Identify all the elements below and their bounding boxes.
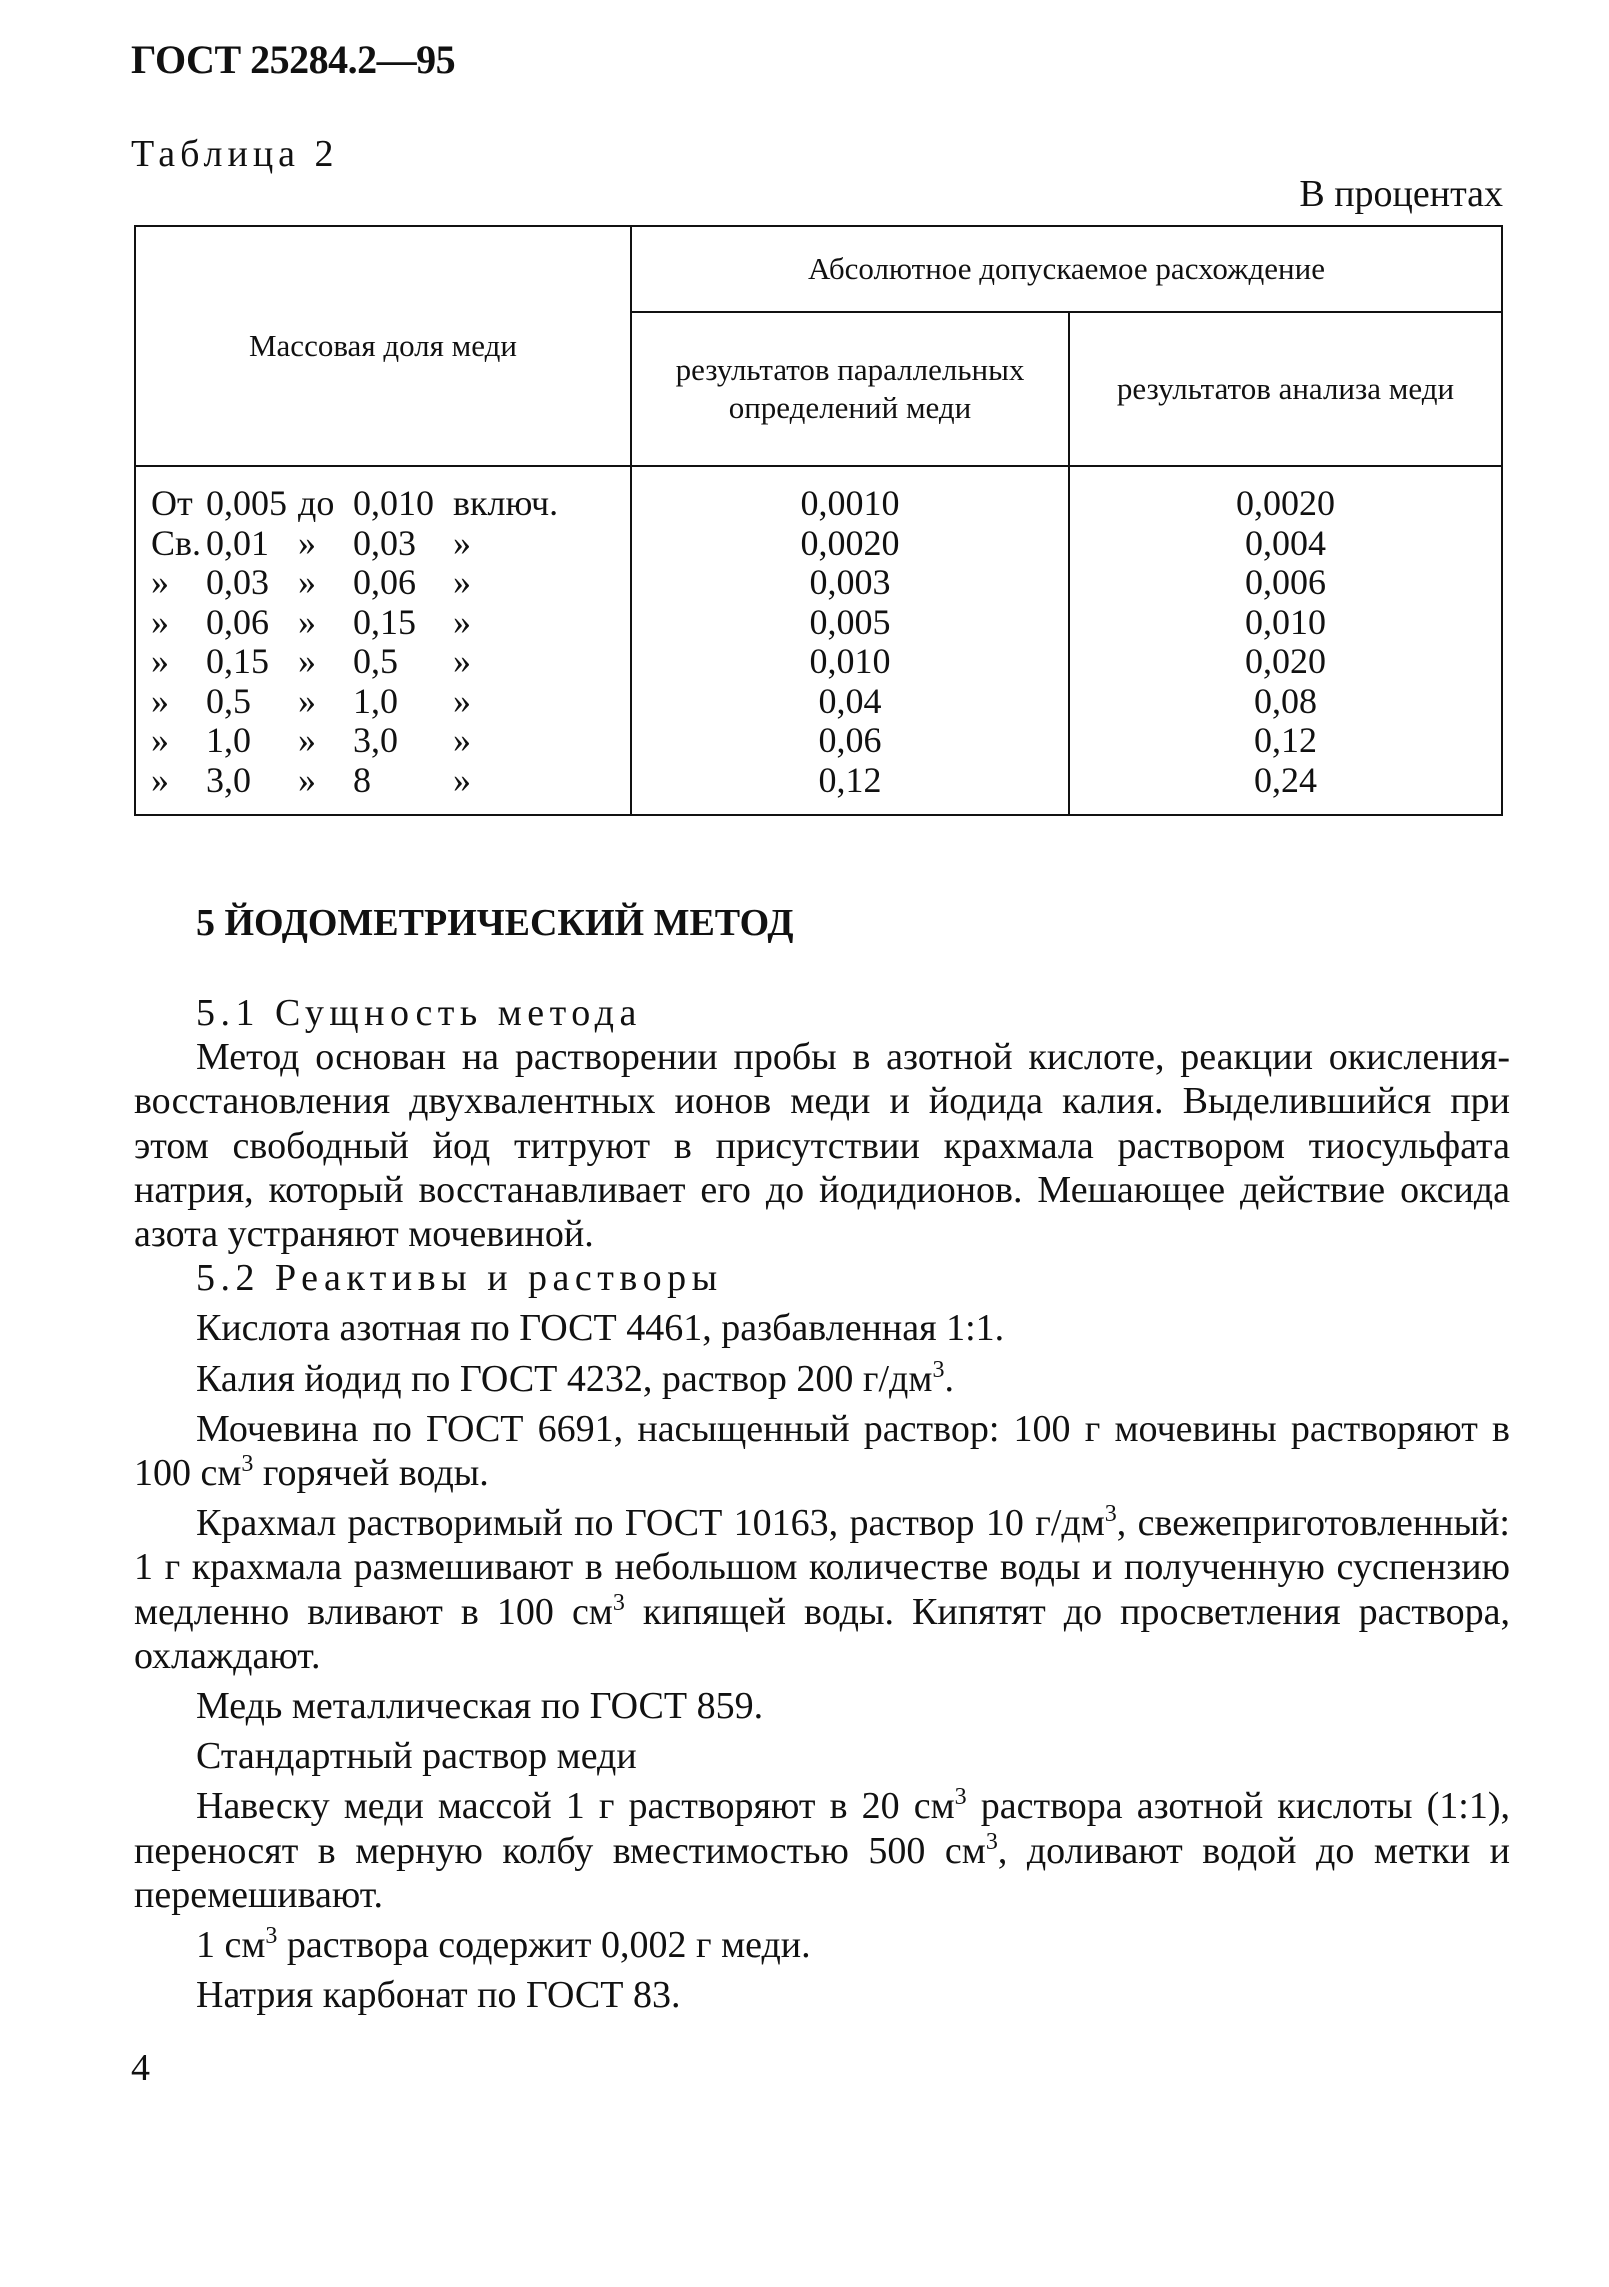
mass-range-row bbox=[151, 721, 629, 761]
col-header-absolute-discrepancy: Абсолютное допускаемое расхождение bbox=[631, 226, 1502, 312]
parallel-value: 0,003 bbox=[809, 562, 891, 602]
starch-text-a: Крахмал растворимый по ГОСТ 10163, раствор 10 г/дм bbox=[196, 1502, 1105, 1545]
range-suffix: » bbox=[453, 720, 471, 760]
range-mid: » bbox=[298, 522, 316, 563]
copper-metal-item: Медь металлическая по ГОСТ 859. bbox=[196, 1685, 764, 1728]
range-mid: » bbox=[298, 641, 316, 681]
subsection-5-2-title: 5.2 Реактивы и растворы bbox=[196, 1257, 723, 1300]
range-prefix: » bbox=[151, 641, 169, 681]
range-prefix: » bbox=[151, 720, 169, 760]
mass-range-row bbox=[151, 524, 629, 564]
range-suffix: » bbox=[453, 759, 471, 800]
std-superscript-2: 3 bbox=[985, 1828, 998, 1855]
range-prefix: Св. bbox=[151, 522, 202, 563]
analysis-value: 0,12 bbox=[1254, 720, 1317, 760]
starch-superscript-2: 3 bbox=[612, 1589, 625, 1616]
starch-item bbox=[134, 1501, 1510, 1678]
urea-text-a: Мочевина по ГОСТ 6691, насыщенный раствор: 100 г мочевины растворяют в 100 см bbox=[134, 1407, 1510, 1495]
subsection-5-1-text: Метод основан на растворении пробы в азотной кислоте, реакции окисления-восстановления двухвалентных ионов меди и йодида калия. Выделившийся при этом свободный йод титруют в присутствии крахмала раствором тиосульфата натрия, который восстанавливает его до йодидионов. Мешающее действие оксида азота устраняют мочевиной. bbox=[134, 1036, 1510, 1256]
range-from: 0,03 bbox=[206, 562, 269, 602]
ki-text: Калия йодид по ГОСТ 4232, раствор 200 г/дм bbox=[196, 1357, 933, 1400]
range-suffix: » bbox=[453, 522, 471, 563]
starch-text-c: кипящей воды. Кипятят до просветления раствора, охлаждают. bbox=[134, 1590, 1510, 1677]
col-header-analysis: результатов анализа меди bbox=[1069, 312, 1502, 466]
ki-end: . bbox=[944, 1357, 954, 1400]
conc-superscript: 3 bbox=[265, 1923, 278, 1950]
std-superscript-1: 3 bbox=[954, 1784, 967, 1811]
range-suffix: » bbox=[453, 680, 471, 721]
range-suffix: » bbox=[453, 641, 471, 681]
range-prefix: От bbox=[151, 483, 193, 523]
range-from: 0,5 bbox=[206, 680, 251, 721]
conc-text-a: 1 см bbox=[196, 1924, 266, 1967]
range-to: 0,15 bbox=[353, 601, 416, 642]
range-to: 0,5 bbox=[353, 641, 398, 681]
range-mid: » bbox=[298, 759, 316, 800]
table-caption: Таблица 2 bbox=[131, 133, 339, 175]
range-to: 0,03 bbox=[353, 522, 416, 563]
range-to: 0,010 bbox=[353, 483, 434, 523]
mass-range-row bbox=[151, 682, 629, 722]
std-text-b: раствора азотной кислоты (1:1), переносят в мерную колбу вместимостью 500 см bbox=[134, 1785, 1510, 1872]
parallel-column bbox=[631, 466, 1069, 815]
subsection-5-1-title: 5.1 Сущность метода bbox=[196, 992, 642, 1034]
urea-text-b: горячей воды. bbox=[253, 1452, 489, 1495]
analysis-value: 0,006 bbox=[1245, 562, 1326, 602]
ki-superscript: 3 bbox=[932, 1356, 945, 1383]
col-header-parallel: результатов параллельных определений меди bbox=[631, 312, 1069, 466]
analysis-value: 0,004 bbox=[1245, 522, 1326, 563]
document-code: ГОСТ 25284.2—95 bbox=[131, 37, 456, 82]
range-to: 1,0 bbox=[353, 680, 398, 721]
range-from: 0,005 bbox=[206, 483, 287, 523]
standard-solution-title: Стандартный раствор меди bbox=[196, 1735, 637, 1778]
section-heading: 5 ЙОДОМЕТРИЧЕСКИЙ МЕТОД bbox=[196, 902, 794, 944]
mass-range-row bbox=[151, 642, 629, 682]
page-number: 4 bbox=[131, 2047, 150, 2089]
mass-range-column bbox=[135, 466, 631, 815]
range-to: 0,06 bbox=[353, 562, 416, 602]
parallel-value: 0,010 bbox=[809, 641, 891, 681]
range-mid: » bbox=[298, 680, 316, 721]
standard-solution-text bbox=[134, 1784, 1510, 1917]
potassium-iodide-item bbox=[134, 1357, 1510, 1401]
parallel-value: 0,06 bbox=[818, 720, 882, 760]
range-prefix: » bbox=[151, 759, 169, 800]
mass-range-row bbox=[151, 484, 629, 524]
mass-range-row bbox=[151, 761, 629, 801]
analysis-value: 0,020 bbox=[1245, 641, 1326, 681]
range-to: 8 bbox=[353, 759, 371, 800]
range-to: 3,0 bbox=[353, 720, 398, 760]
std-text-a: Навеску меди массой 1 г растворяют в 20 см bbox=[196, 1785, 955, 1828]
urea-superscript: 3 bbox=[241, 1451, 254, 1478]
mass-range-row bbox=[151, 563, 629, 603]
range-from: 3,0 bbox=[206, 759, 251, 800]
range-prefix: » bbox=[151, 601, 169, 642]
range-mid: » bbox=[298, 562, 316, 602]
range-from: 0,01 bbox=[206, 522, 269, 563]
conc-text-b: раствора содержит 0,002 г меди. bbox=[277, 1924, 811, 1967]
range-prefix: » bbox=[151, 680, 169, 721]
analysis-value: 0,010 bbox=[1245, 601, 1326, 642]
range-suffix: включ. bbox=[453, 483, 559, 523]
col-header-mass-fraction: Массовая доля меди bbox=[135, 226, 631, 466]
parallel-value: 0,12 bbox=[818, 759, 882, 800]
sodium-carbonate-item: Натрия карбонат по ГОСТ 83. bbox=[196, 1974, 681, 2017]
mass-range-row bbox=[151, 603, 629, 643]
analysis-value: 0,08 bbox=[1254, 680, 1317, 721]
table-units: В процентах bbox=[1299, 173, 1503, 215]
starch-superscript-1: 3 bbox=[1104, 1501, 1117, 1528]
parallel-value: 0,04 bbox=[818, 680, 882, 721]
range-mid: » bbox=[298, 720, 316, 760]
urea-item bbox=[134, 1407, 1510, 1495]
range-suffix: » bbox=[453, 601, 471, 642]
analysis-value: 0,24 bbox=[1254, 759, 1317, 800]
parallel-value: 0,0020 bbox=[800, 522, 900, 563]
range-from: 0,15 bbox=[206, 641, 269, 681]
range-prefix: » bbox=[151, 562, 169, 602]
analysis-value: 0,0020 bbox=[1236, 483, 1335, 523]
range-mid: до bbox=[298, 483, 335, 523]
std-text-c: , доливают водой до метки и перемешивают. bbox=[134, 1829, 1510, 1916]
parallel-value: 0,005 bbox=[809, 601, 891, 642]
parallel-value: 0,0010 bbox=[800, 483, 900, 523]
starch-text-b: , свежеприготовленный: 1 г крахмала размешивают в небольшом количестве воды и полученную суспензию медленно вливают в 100 см bbox=[134, 1502, 1510, 1633]
analysis-column bbox=[1069, 466, 1502, 815]
range-from: 0,06 bbox=[206, 601, 269, 642]
nitric-acid-item: Кислота азотная по ГОСТ 4461, разбавленная 1:1. bbox=[196, 1307, 1005, 1350]
section-body bbox=[134, 991, 1510, 2017]
range-mid: » bbox=[298, 601, 316, 642]
tolerance-table bbox=[134, 225, 1503, 816]
range-from: 1,0 bbox=[206, 720, 251, 760]
range-suffix: » bbox=[453, 562, 471, 602]
concentration-item bbox=[134, 1923, 1510, 1967]
